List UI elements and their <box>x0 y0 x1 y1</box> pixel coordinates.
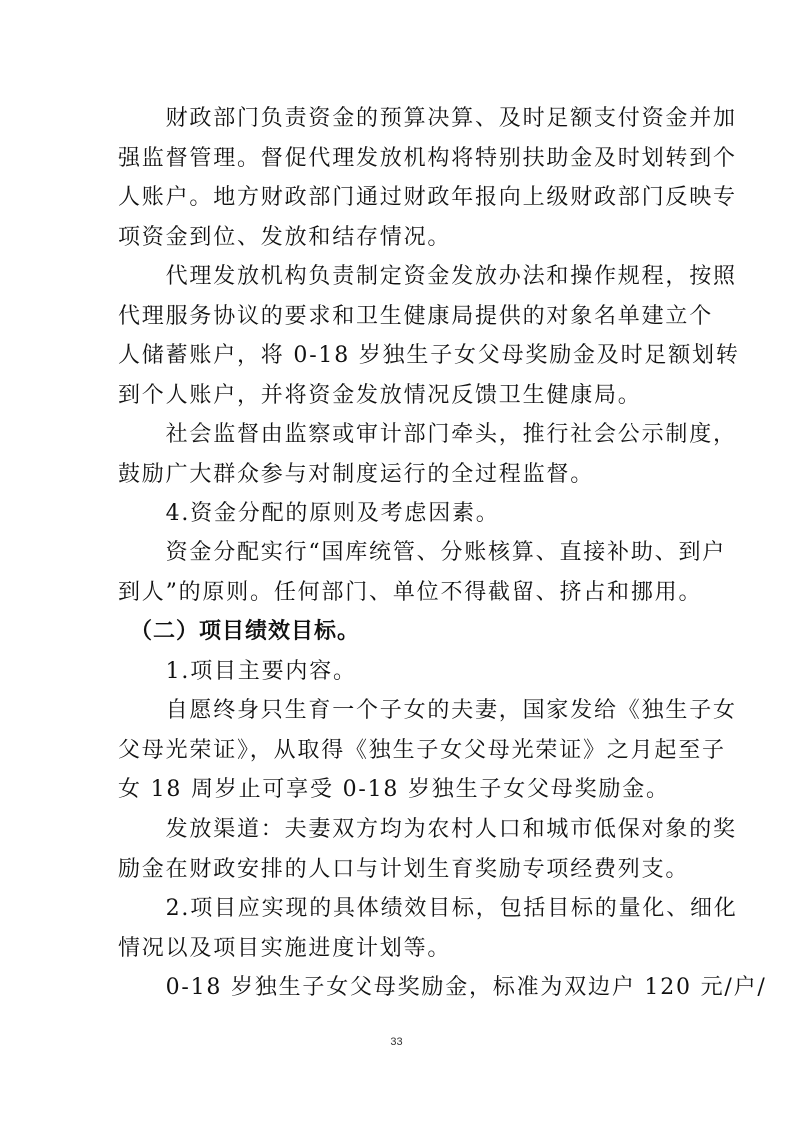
paragraph-allocation-principle <box>118 533 727 612</box>
text-line: 代理发放机构负责制定资金发放办法和操作规程，按照 <box>118 264 737 289</box>
text-line: 自愿终身只生育一个子女的夫妻，国家发给《独生子女 <box>118 698 737 723</box>
text-line: 发放渠道：夫妻双方均为农村人口和城市低保对象的奖 <box>118 817 737 842</box>
text-line: 励金在财政安排的人口与计划生育奖励专项经费列支。 <box>118 856 690 882</box>
section-heading <box>118 612 683 652</box>
page-number: 33 <box>390 1036 403 1048</box>
text-line: 父母光荣证》，从取得《独生子女父母光荣证》之月起至子 <box>118 737 726 763</box>
text-line: 人账户。地方财政部门通过财政年报向上级财政部门反映专 <box>118 185 737 210</box>
text-line: 项资金到位、发放和结存情况。 <box>118 224 452 250</box>
text-line: 到个人账户，并将资金发放情况反馈卫生健康局。 <box>118 382 642 408</box>
text-line: 到人”的原则。任何部门、单位不得截留、挤占和挪用。 <box>118 579 703 605</box>
text-line: 社会监督由监察或审计部门牵头，推行社会公示制度， <box>118 422 737 447</box>
text-line: 强监督管理。督促代理发放机构将特别扶助金及时划转到个 <box>118 145 737 171</box>
text-line: 鼓励广大群众参与对制度运行的全过程监督。 <box>118 461 595 487</box>
paragraph-channel <box>118 810 737 889</box>
paragraph-standard <box>118 968 767 1008</box>
paragraph-social-supervision <box>118 415 737 494</box>
paragraph-agency <box>118 257 740 415</box>
text-line: 1.项目主要内容。 <box>118 659 357 684</box>
text-line: 女 18 周岁止可享受 0-18 岁独生子女父母奖励金。 <box>118 777 670 802</box>
text-line: 4.资金分配的原则及考虑因素。 <box>118 501 500 526</box>
text-line: 人储蓄账户，将 0-18 岁独生子女父母奖励金及时足额划转 <box>118 343 740 368</box>
text-line: 0-18 岁独生子女父母奖励金，标准为双边户 120 元/户/ <box>118 975 767 1000</box>
text-line: 资金分配实行“国库统管、分账核算、直接补助、到户 <box>118 540 727 565</box>
paragraph-main-content-title <box>118 652 683 692</box>
paragraph-allocation-title <box>118 494 683 534</box>
heading-line: （二）项目绩效目标。 <box>118 619 361 644</box>
text-line: 2.项目应实现的具体绩效目标，包括目标的量化、细化 <box>118 896 738 921</box>
text-line: 代理服务协议的要求和卫生健康局提供的对象名单建立个 <box>118 303 714 329</box>
paragraph-targets <box>118 889 738 968</box>
paragraph-finance-dept <box>118 99 737 257</box>
paragraph-eligibility <box>118 691 737 810</box>
text-line: 情况以及项目实施进度计划等。 <box>118 935 452 961</box>
text-line: 财政部门负责资金的预算决算、及时足额支付资金并加 <box>118 106 737 131</box>
